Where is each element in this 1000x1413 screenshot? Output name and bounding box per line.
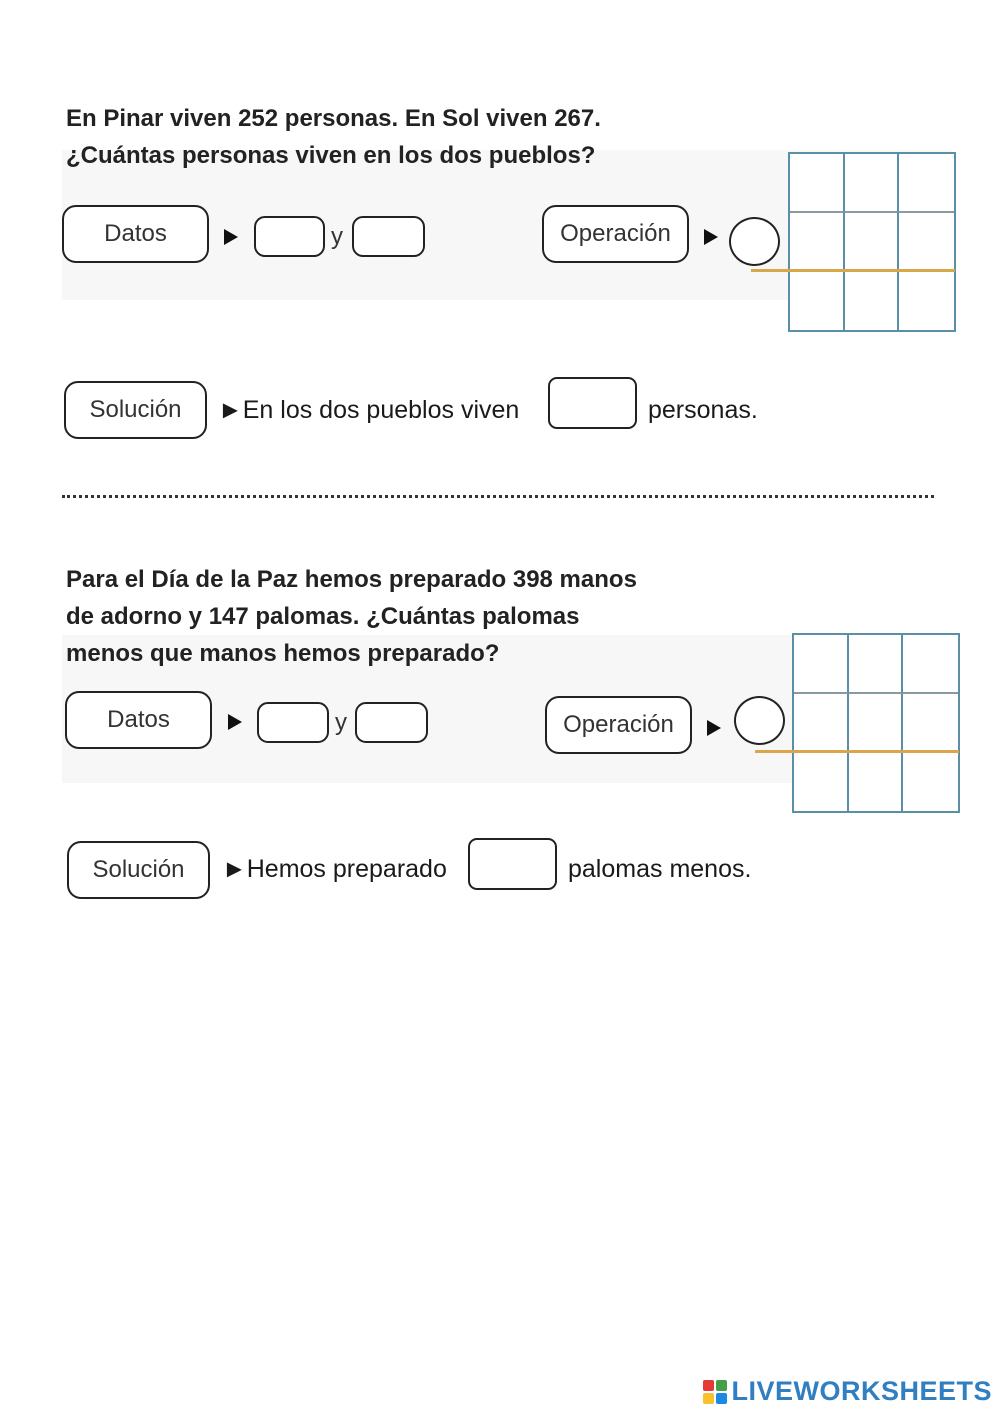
problem2-question-line1: Para el Día de la Paz hemos preparado 398 manos: [66, 566, 637, 593]
problem1-grid-cell[interactable]: [790, 213, 845, 272]
problem1-operacion-label: Operación: [542, 205, 689, 263]
problem2-question: [66, 561, 637, 672]
problem1-grid-cell[interactable]: [845, 271, 900, 330]
section-divider: [62, 495, 934, 498]
problem2-solucion-label: Solución: [67, 841, 210, 899]
problem1-grid-cell[interactable]: [899, 213, 954, 272]
logo-square: [716, 1380, 727, 1391]
problem1-result-line: [751, 269, 955, 272]
problem1-question: [66, 100, 601, 174]
problem1-calculation-grid: [788, 152, 956, 332]
problem1-operacion-arrow-icon: [704, 229, 718, 245]
problem2-y-text: y: [335, 709, 347, 736]
problem2-grid-cell[interactable]: [903, 635, 958, 694]
problem1-solucion-label: Solución: [64, 381, 207, 439]
problem2-grid-cell[interactable]: [903, 694, 958, 753]
problem2-question-line2: de adorno y 147 palomas. ¿Cuántas palomas: [66, 603, 580, 630]
problem1-answer-suffix: personas.: [648, 396, 758, 424]
problem1-question-line1: En Pinar viven 252 personas. En Sol viven 267.: [66, 105, 601, 132]
problem2-answer-input[interactable]: [468, 838, 557, 890]
problem2-dato1-input[interactable]: [257, 702, 329, 743]
problem2-grid-cell[interactable]: [903, 752, 958, 811]
problem2-answer-prefix: ►Hemos preparado: [222, 855, 447, 883]
problem1-question-line2: ¿Cuántas personas viven en los dos pueblos?: [66, 142, 596, 169]
problem2-result-line: [755, 750, 959, 753]
problem2-datos-arrow-icon: [228, 714, 242, 730]
problem1-grid-cell[interactable]: [845, 213, 900, 272]
logo-square: [703, 1380, 714, 1391]
problem1-operation-sign-input[interactable]: [729, 217, 780, 266]
problem2-grid-cell[interactable]: [849, 752, 904, 811]
problem1-grid-cell[interactable]: [845, 154, 900, 213]
logo-square: [703, 1393, 714, 1404]
problem1-grid-cell[interactable]: [899, 271, 954, 330]
problem1-grid-cell[interactable]: [790, 154, 845, 213]
problem1-dato2-input[interactable]: [352, 216, 425, 257]
liveworksheets-logo: [703, 1376, 992, 1407]
problem2-question-line3: menos que manos hemos preparado?: [66, 640, 500, 667]
problem2-dato2-input[interactable]: [355, 702, 428, 743]
problem2-answer-suffix: palomas menos.: [568, 855, 752, 883]
problem2-grid-cell[interactable]: [794, 694, 849, 753]
problem2-calculation-grid: [792, 633, 960, 813]
problem2-grid-cell[interactable]: [794, 752, 849, 811]
problem2-operacion-label: Operación: [545, 696, 692, 754]
problem2-grid-cell[interactable]: [794, 635, 849, 694]
liveworksheets-brand-text: LIVEWORKSHEETS: [731, 1376, 992, 1406]
logo-square: [716, 1393, 727, 1404]
problem2-grid-cell[interactable]: [849, 635, 904, 694]
problem1-dato1-input[interactable]: [254, 216, 325, 257]
problem1-answer-prefix: ►En los dos pueblos viven: [218, 396, 520, 424]
liveworksheets-logo-icon: [703, 1380, 727, 1404]
problem2-datos-label: Datos: [65, 691, 212, 749]
problem2-grid-cell[interactable]: [849, 694, 904, 753]
problem1-grid-cell[interactable]: [899, 154, 954, 213]
problem1-answer-input[interactable]: [548, 377, 637, 429]
problem1-datos-arrow-icon: [224, 229, 238, 245]
problem2-operation-sign-input[interactable]: [734, 696, 785, 745]
problem1-y-text: y: [331, 223, 343, 250]
problem1-grid-cell[interactable]: [790, 271, 845, 330]
problem2-operacion-arrow-icon: [707, 720, 721, 736]
problem1-datos-label: Datos: [62, 205, 209, 263]
